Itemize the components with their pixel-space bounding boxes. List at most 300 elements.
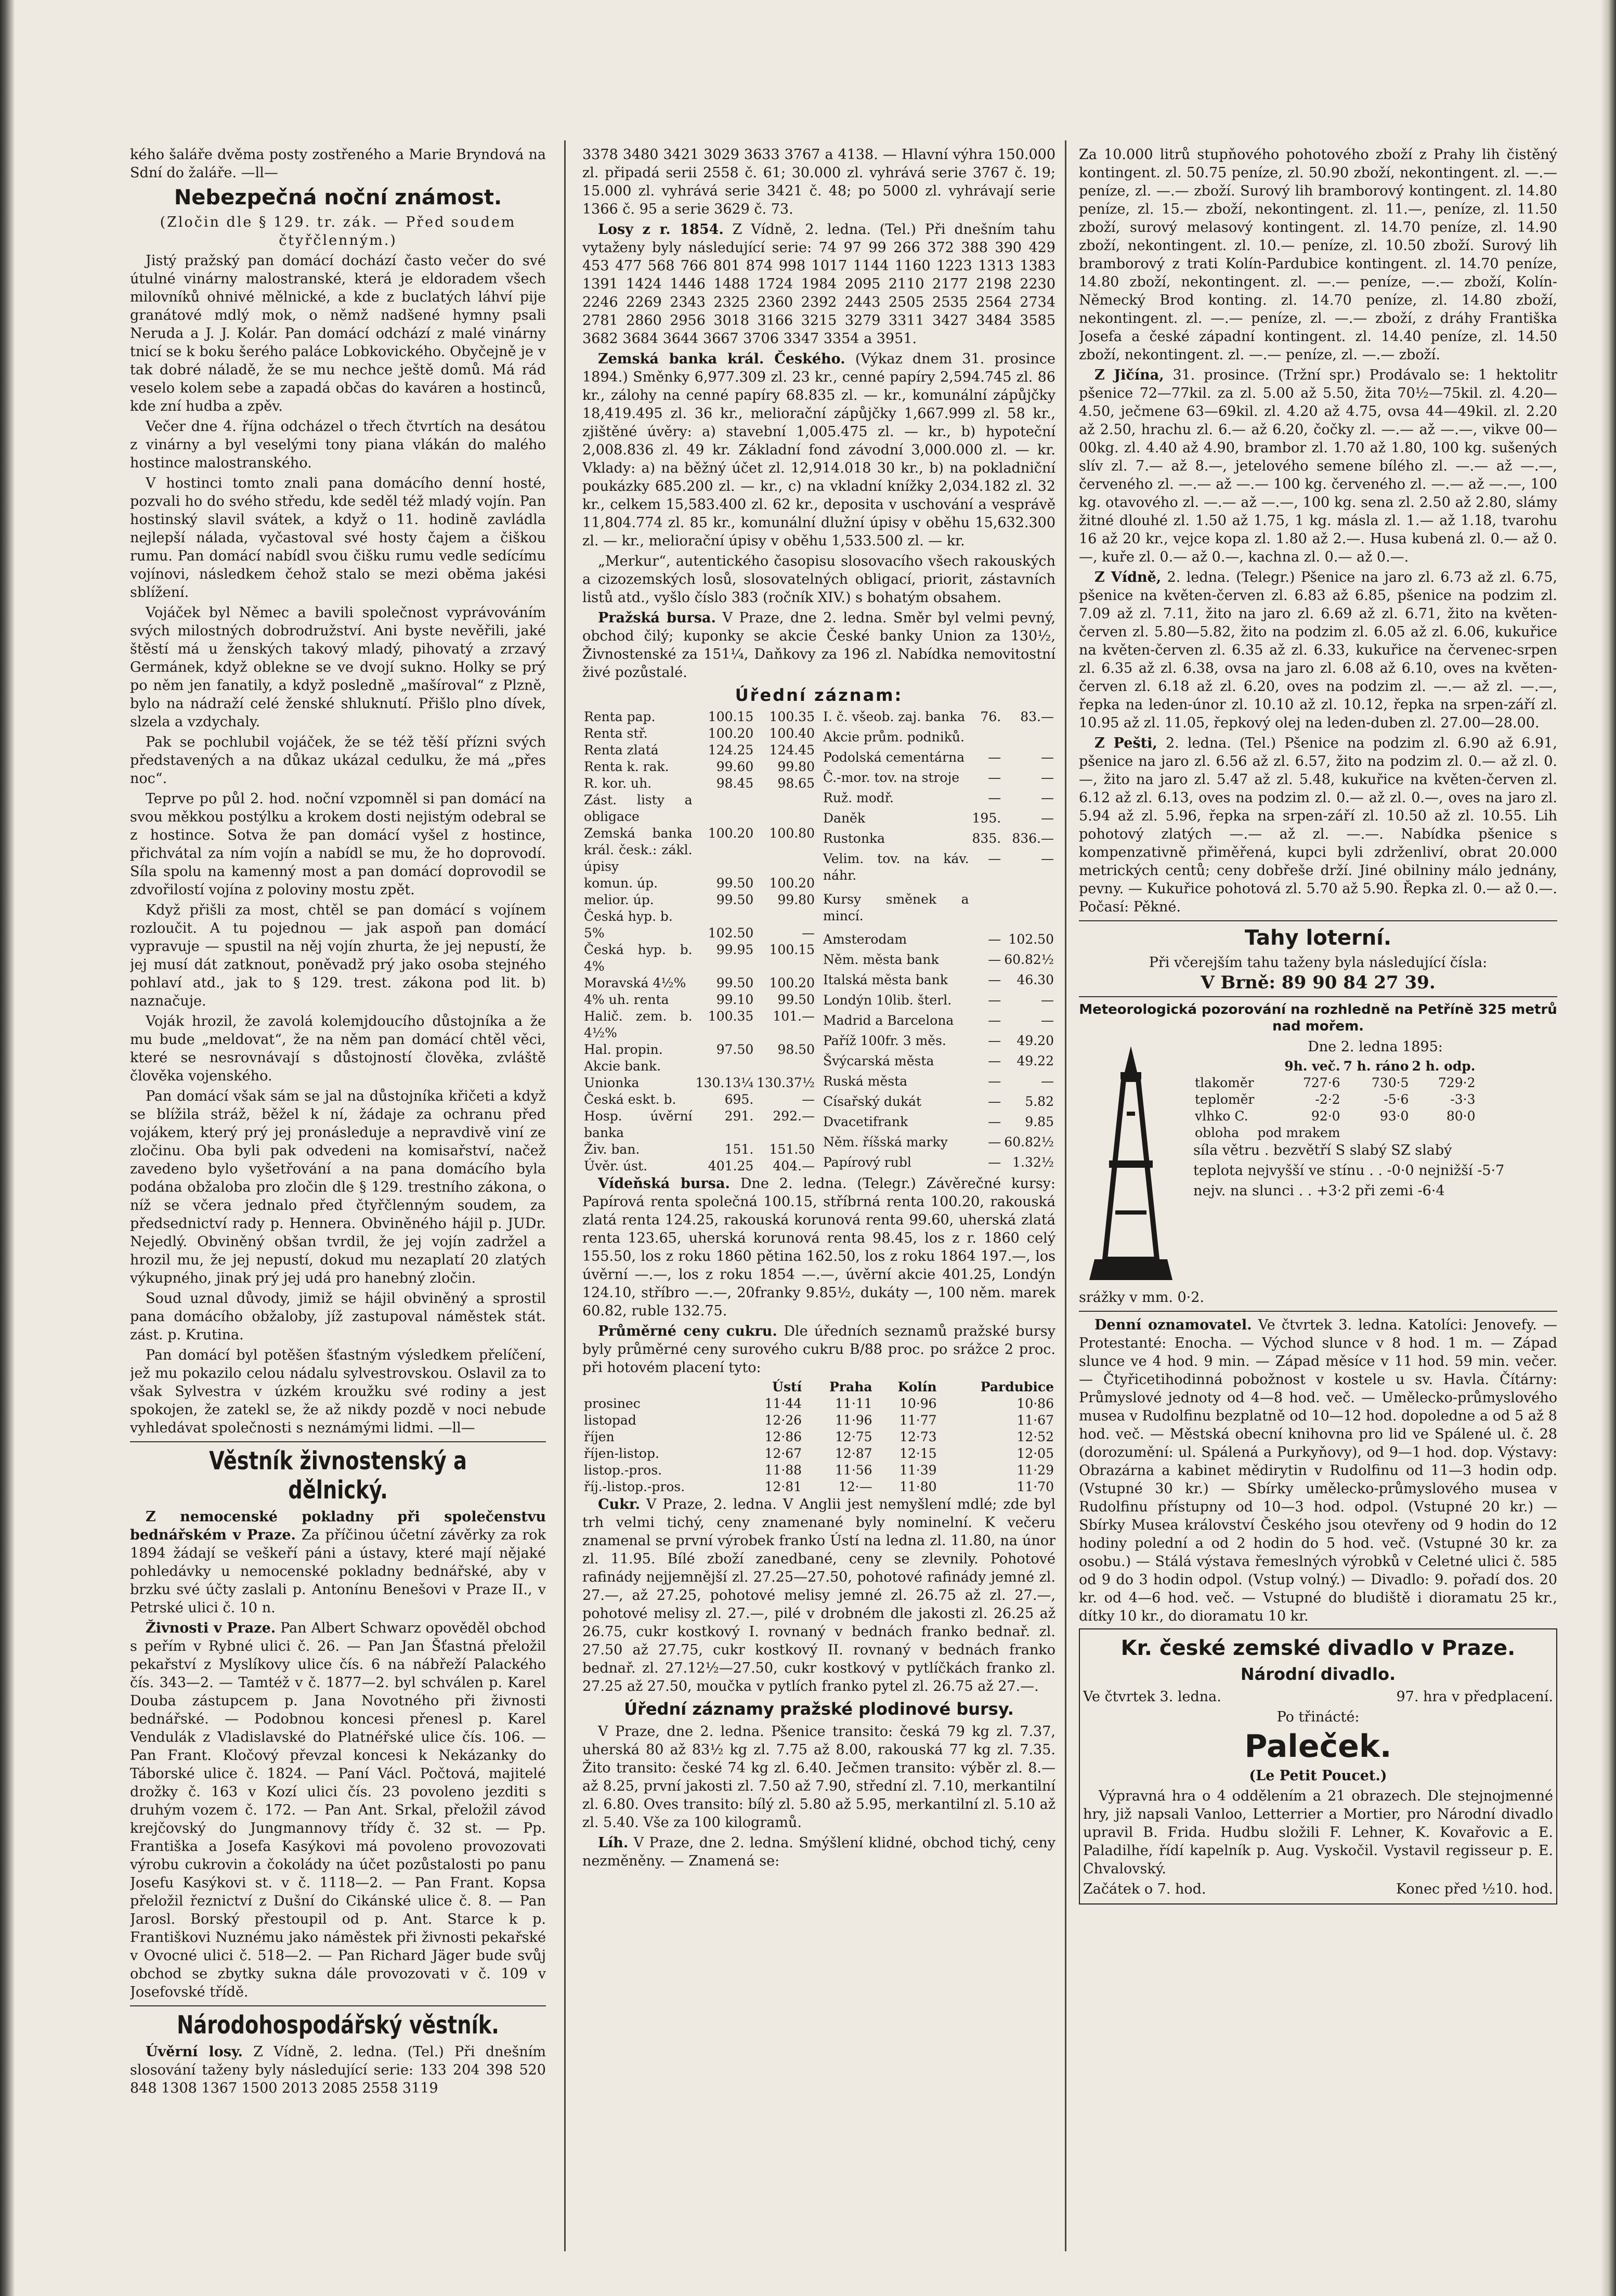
table-row <box>822 1073 1055 1093</box>
table-cell: — <box>1041 810 1054 826</box>
table-row <box>582 1058 816 1075</box>
table-row <box>582 1479 1055 1495</box>
table-row <box>582 892 816 908</box>
table-cell: 11·29 <box>1016 1463 1054 1478</box>
table-cell: -3·3 <box>1450 1092 1476 1107</box>
table-cell: Daněk <box>823 810 865 826</box>
table-cell: listopad <box>584 1413 636 1428</box>
table-cell <box>1002 891 1055 932</box>
table-cell: 11·39 <box>900 1463 937 1478</box>
column-left <box>130 146 546 2256</box>
table-row <box>582 792 816 825</box>
table-cell: Česká hyp. b. <box>584 909 673 924</box>
table-cell: melior. úp. <box>584 892 654 907</box>
table-cell: Ruž. modř. <box>823 790 894 805</box>
table-cell: Živ. ban. <box>584 1142 640 1157</box>
table-row <box>822 1114 1055 1134</box>
paragraph-lih-ceny: Za 10.000 litrů stupňového pohotového zboží z Prahy lih čistěný kontingent. zl. 50.75 peníze, zl. 50.90 zboží, nekontingent. zl. —.— peníze, zl. —.— zboží. Surový lih bramborový kontingent. zl. 14.80 peníze, zl. 15.— zboží, nekontingent. zl. 11.—, peníze, zl. 11.50 zboží, surový melasový kontingent. zl. 14.70 peníze, zl. 14.90 zboží, nekontingent. zl. 10.— peníze, zl. 10.50 zboží. Surový lih bramborový z trati Kolín-Pardubice kontingent. zl. 14.70 peníze, 14.80 zboží, nekontingent. zl. —.— peníze, —.— zboží, Kolín-Německý Brod konting. zl. 14.70 peníze, zl. 14.80 zboží, nekontingent. zl. —.— peníze, zl. —.— zboží, z dráhy Františka Josefa a české západní kontingent. zl. 14.40 peníze, zl. 14.50 zboží, nekontingent. zl. —.— peníze, zl. —.— zboží. <box>1079 147 1557 363</box>
table-cell: 401.25 <box>708 1158 754 1173</box>
table-row <box>582 1395 1055 1412</box>
lottery-title: Tahy loterní. <box>1244 926 1392 950</box>
paragraph-nemocenska: Za příčinou účetní závěrky za rok 1894 žádají se veškeří páni a ústavy, které mají nějaké pohledávky u nemocenské pokladny bednářské, aby v brzku své účty zaslali p. Antonínu Benešovi v Praze II., v Petrské ulici č. 10 n. <box>130 1527 546 1616</box>
meteo-wind: síla větru . bezvětří S slabý SZ slabý <box>1193 1142 1452 1158</box>
subhead-prazska-bursa: Pražská bursa. <box>598 610 716 626</box>
table-cell: 11·44 <box>764 1396 802 1411</box>
article-title-nebezpecna: Nebezpečná noční známost. <box>174 186 502 210</box>
table-row <box>582 1462 1055 1479</box>
table-cell: 100.35 <box>708 1009 754 1024</box>
table-cell <box>694 1058 755 1075</box>
table-cell: — <box>988 769 1001 785</box>
table-cell: — <box>1041 1013 1054 1028</box>
meteo-temp-sun: nejv. na slunci . . +3·2 při zemi -6·4 <box>1193 1183 1445 1199</box>
table-row <box>1193 1125 1477 1141</box>
divider <box>130 2005 546 2006</box>
table-cell: Renta stř. <box>584 726 648 741</box>
table-cell: — <box>1041 1074 1054 1089</box>
table-cell: Zemská banka král. česk.: zákl. úpisy <box>584 826 693 874</box>
paragraph-ceny-cukru: Dle úředních seznamů pražské bursy byly průměrné ceny surového cukru B/88 proc. po srážce 2 proc. při hotovém placení tyto: <box>582 1323 1055 1376</box>
table-header-cell: 7 h. ráno <box>1343 1059 1409 1074</box>
table-cell: -2·2 <box>1315 1092 1340 1107</box>
table-cell: 130.37½ <box>757 1075 815 1090</box>
table-row <box>582 759 816 775</box>
article-paragraph: Večer dne 4. října odcházel o třech čtvrtích na desátou z vinárny a byl veselými tony piana vlákán do malého hostince malostranského. <box>130 419 546 471</box>
table-cell: teploměr <box>1195 1092 1255 1107</box>
table-cell: Akcie prům. podniků. <box>823 729 965 745</box>
table-cell: 11·88 <box>764 1463 802 1478</box>
table-cell: 12·87 <box>835 1446 872 1461</box>
paragraph-lih: V Praze, dne 2. ledna. Smýšlení klidné, obchod tichý, ceny nezměněny. — Znamená se: <box>582 1835 1055 1869</box>
paragraph-zivnosti: Pan Albert Schwarz opověděl obchod s peřím v Rybné ulici č. 26. — Pan Jan Šťastná přeložil pekařství z Myslíkovy ulice čís. 6 na nábřeží Palackého čís. 343—2. — Tamtéž v č. 1877—2. byl schválen p. Karel Douba zástupcem p. Jana Novotného při živnosti bednářské. — Podobnou koncesi přenesl p. Karel Vendulák z Vladislavské do Platnéřské ulice čís. 106. — Pan Frant. Kločový převzal koncesi k Nekázanky do Táborské ulice č. 1824. — Paní Václ. Počtová, majitelé drožky č. 163 v Kozí ulici čís. 23 povoleno jezditi s druhým vozem č. 172. — Pan Ant. Srkal, přeložil závod krejčovský do Jungmannovy třídy č. 32 st. — Pp. Františka a Josefa Kasýkovi má povoleno provozovati výrobu cukrovin a čokolády na účet pozůstalosti po panu Josefu Kasýkovi st. v č. 1118—2. — Pan Frant. Kopsa přeložil řeznictví z Dušní do Cikánské ulice č. 8. — Pan Jarosl. Borský přestoupil od p. Ant. Starce k p. Františkovi Nuznému jako náměstek při živnosti pekařské v Ovocné ulici č. 518—2. — Pan Richard Jäger bude svůj obchod se zbytky sukna dále provozovati v č. 109 v Josefovské třídě. <box>130 1620 546 2000</box>
subhead-pest: Z Pešti, <box>1094 735 1157 751</box>
table-cell <box>1342 1125 1411 1141</box>
table-row <box>582 1158 816 1175</box>
table-cell: 729·2 <box>1438 1075 1476 1090</box>
table-row <box>582 1429 1055 1445</box>
kurz-tables <box>582 709 1055 1175</box>
table-cell: tlakoměr <box>1195 1075 1254 1090</box>
subhead-cukr: Cukr. <box>598 1496 640 1512</box>
table-cell: 97.50 <box>716 1042 754 1057</box>
table-row <box>582 1041 816 1058</box>
subhead-ceny-cukru: Průměrné ceny cukru. <box>598 1323 777 1339</box>
theatre-play-title: Paleček. <box>1244 1728 1392 1765</box>
subhead-zemska-banka: Zemská banka král. Českého. <box>598 351 845 367</box>
table-cell: 99.50 <box>716 876 754 891</box>
article-paragraph: Pan domácí byl potěšen šťastným výsledkem přelíčení, jež mu pokazilo celou nádalu sylvestrovskou. Oslavil za to však Sylvestra v úzkém kroužku své rodiny a jest spokojen, že zatekl se, že až nikdy pozdě v noci nebude vyhledávat společnosti s neznámými lidmi. —ll— <box>130 1347 546 1436</box>
table-cell: 98.45 <box>716 776 754 791</box>
table-cell: — <box>988 1154 1001 1170</box>
table-cell: 11·11 <box>835 1396 872 1411</box>
subhead-denni: Denní oznamovatel. <box>1094 1317 1252 1333</box>
divider <box>1079 996 1557 997</box>
theatre-play-original: (Le Petit Poucet.) <box>1249 1768 1387 1784</box>
table-cell: 99.60 <box>716 759 754 774</box>
table-cell: 100.15 <box>708 709 754 724</box>
table-cell: 151.50 <box>769 1142 815 1157</box>
table-cell: — <box>988 1033 1001 1049</box>
table-cell: 100.20 <box>769 975 815 990</box>
table-cell: Česká eskt. b. <box>584 1092 676 1107</box>
table-cell: 124.25 <box>708 742 754 758</box>
table-row <box>582 975 816 992</box>
article-paragraph: Jistý pražský pan domácí dochází často večer do své útulné vinárny malostranské, která je eldoradem všech milovníků ohnivé mělnické, a kde z buclatých láhví pije granátové mdlý mok, o němž nadšené hymny psali Neruda a J. J. Kolár. Pan domácí odchází z malé vinárny tnicí se k boku šerého paláce Lobkovického. Obyčejně je v tak dobré náladě, že se mu nechce ještě domů. Má rád veselo kolem sebe a zapadá občas do kaváren a hostinců, kde zní hudba a zpěv. <box>130 253 546 414</box>
section-title-vestnik: Věstník živnostenský a dělnický. <box>209 1446 467 1505</box>
table-row <box>582 875 816 892</box>
subhead-viden: Z Vídně, <box>1094 569 1162 585</box>
table-cell: — <box>802 1092 815 1107</box>
article-paragraph: Vojáček byl Němec a bavili společnost vyprávováním svých milostných dobrodružství. Ani byste nevěřili, jaké štěstí má u ženských takový mladý, pihovatý a zrzavý Germánek, když oblekne se ve dvojí sukno. Holky se prý po něm jen fanatily, a když posledně „mašíroval“ z Plzně, bylo na nádraží celé ženské shluknutí. Přišlo plno dívek, slzela a vzdychaly. <box>130 605 546 730</box>
table-cell: 130.13¼ <box>695 1075 754 1090</box>
paragraph-denni: Ve čtvrtek 3. ledna. Katolíci: Jenovefy. — Protestanté: Enocha. — Východ slunce v 8 hod. 1 m. — Západ slunce ve 4 hod. 9 min. — Západ měsíce v 11 hod. 59 min. večer. — Čtyřicetihodinná pobožnost v kostele u sv. Havla. Čítárny: Průmyslové jednoty od 4—8 hod. več. — Umělecko-průmyslového musea v Rudolfinu bezplatně od 10—12 hod. dopoledne a od 5 až 8 hod. več. — Městská obecní knihovna pro lid ve Spálené ul. č. 28 (dorozumění: ul. Spálená a Purkyňovy), od 9—1 hod. dop. Výstavy: Obrazárna a kabinet mědirytin v Rudolfinu od 11—3 hodin odp. (Vstupné 30 kr.) — Sbírky umělecko-průmyslového musea v Rudolfinu přístupny od 10—3 hod. odpol. (Vstupné 20 kr.) — Sbírky Musea království Českého jsou otevřeny od 9 hodin do 12 hodiny polední a od 2 hodin do 5 hod. več. (Vstupné 30 kr. za osobu.) — Stálá výstava řemeslných výrobků v Celetné ulici č. 585 od 9 do 3 hodin odpol. (Vstup volný.) — Divadlo: 9. pořadí dos. 20 kr. od 4—6 hod. več. — Vstupné do bludiště i dioramatu 25 kr., dítky 10 kr., do dioramatu 10 kr. <box>1079 1317 1557 1624</box>
paragraph-cukr: V Praze, 2. ledna. V Anglii jest nemyšlení mdlé; zde byl trh velmi tichý, ceny znamenané byly nominelní. K večeru znamenal se první výrobek franko Ústí na ledna zl. 11.80, na únor zl. 11.95. Bílé zboží zanedbané, ceny se zlevnily. Pohotové rafinády nejjemnější zl. 27.25—27.50, pohotové rafinády jemné zl. 27.—, až 27.25, pohotové melisy jemné zl. 26.75 až zl. 27.—, pohotové melisy zl. 27.—, pilé v drobném dle jakosti zl. 26.25 až 26.75, cukr kostkový I. rovnaný v bednách franko bednař. zl. 27.50 až 27.75, cukr kostkový II. rovnaný v bednách franko bednař. zl. 27.12½—27.50, cukr kostkový v pytlíčkách franko zl. 27.25 až 27.50, moučka v pytlích franko pytel zl. 26.75 až 27.—. <box>582 1496 1055 1694</box>
divider <box>1079 1311 1557 1312</box>
table-cell: 60.82½ <box>1004 1134 1054 1150</box>
table-cell: Italská města bank <box>823 972 948 988</box>
table-cell <box>755 792 816 825</box>
table-row <box>822 1154 1055 1175</box>
table-row <box>582 925 816 942</box>
table-cell: Renta pap. <box>584 709 656 724</box>
table-row <box>822 931 1055 951</box>
table-row <box>822 749 1055 769</box>
table-cell: 12·— <box>838 1479 872 1494</box>
column-right <box>1079 146 1557 2256</box>
table-cell: říjen-listop. <box>584 1446 659 1461</box>
table-cell: 102.50 <box>708 925 754 941</box>
table-cell: 124.45 <box>769 742 815 758</box>
table-cell: Zást. listy a obligace <box>584 792 693 824</box>
table-cell: — <box>988 932 1001 947</box>
table-row <box>822 810 1055 830</box>
table-cell: Rustonka <box>823 830 885 846</box>
table-cell: — <box>988 1013 1001 1028</box>
table-row <box>582 775 816 792</box>
paragraph-viden: 2. ledna. (Telegr.) Pšenice na jaro zl. 6.73 až zl. 6.75, pšenice na květen-červen zl. 6.83 až 6.85, pšenice na podzim zl. 7.09 až zl. 7.11, žito na jaro zl. 6.69 až zl. 6.71, žito na květen-červen zl. 5.80—5.82, žito na podzim zl. 6.05 až zl. 6.06, kukuřice na květen-červen zl. 6.35 až zl. 6.33, kukuřice na červenec-srpen zl. 6.35 až zl. 6.38, ovsa na jaro zl. 6.08 až 6.10, oves na květen-červen zl. 6.18 až zl. 6.20, oves na podzim zl. —.— až zl. —.—, řepka na leden-únor zl. 10.10 až zl. 10.12, řepka na srpen-září zl. 10.95 až zl. 11.05, řepkový olej na leden-duben zl. 27.00—28.00. <box>1079 569 1557 731</box>
table-cell: 12·52 <box>1016 1429 1054 1444</box>
table-cell: 5% <box>584 925 605 941</box>
table-cell: 99.80 <box>777 759 815 774</box>
table-cell: Něm. říšská marky <box>823 1134 948 1150</box>
table-cell: Madrid a Barcelona <box>823 1013 954 1028</box>
table-cell: Amsterodam <box>823 932 907 947</box>
table-row <box>582 709 816 725</box>
sugar-price-table <box>582 1379 1055 1495</box>
table-cell: 98.65 <box>777 776 815 791</box>
subhead-zivnosti: Živnosti v Praze. <box>146 1620 276 1636</box>
table-cell: 60.82½ <box>1004 952 1054 968</box>
table-cell: Velim. tov. na káv. náhr. <box>823 851 969 883</box>
theatre-subtitle: Národní divadlo. <box>1240 1664 1396 1684</box>
table-cell: R. kor. uh. <box>584 776 652 791</box>
table-cell: 100.20 <box>708 826 754 841</box>
kurz-table-title: Úřední záznam: <box>735 685 903 705</box>
table-cell: Česká hyp. b. 4% <box>584 942 693 974</box>
table-row <box>582 1008 816 1041</box>
table-cell <box>971 891 1003 932</box>
theatre-title: Kr. české zemské divadlo v Praze. <box>1120 1636 1516 1660</box>
table-cell: 93·0 <box>1379 1108 1409 1124</box>
subhead-videnska-bursa: Vídeňská bursa. <box>598 1176 730 1192</box>
table-cell: 12·75 <box>835 1429 872 1444</box>
table-cell: 12·73 <box>900 1429 937 1444</box>
table-cell: komun. úp. <box>584 876 658 891</box>
paragraph-zemska-banka: (Výkaz dnem 31. prosince 1894.) Směnky 6,977.309 zl. 23 kr., cenné papíry 2,594.745 zl. 86 kr., zálohy na cenné papíry 68.835 zl. — kr., komunální zápůjčky 18,419.495 zl. 36 kr., meliorační zápůjčky 1,667.999 zl. 58 kr., zjištěné úvěry: a) stavební 1,005.475 zl. — kr., b) hypoteční 2,008.836 zl. 49 kr. Základní fond závodní 3,000.000 zl. — kr. Vklady: a) na běžný účet zl. 12,914.018 30 kr., b) na pokladniční poukázky 685.200 zl. — kr., c) na vkladní knížky 2,034.182 zl. 32 kr., celkem 15,583.400 zl. 62 kr., deposita v uschování a vesprávě 11,804.774 zl. 85 kr., komunální dlužní úpisy v oběhu 15,632.300 zl. — kr., meliorační úpisy v oběhu 1,533.500 zl. — kr. <box>582 351 1055 549</box>
table-header-cell: 9h. več. <box>1284 1059 1340 1074</box>
table-row <box>822 830 1055 851</box>
table-header-row <box>582 1379 1055 1395</box>
table-cell: Č.-mor. tov. na stroje <box>823 769 960 785</box>
article-paragraph: Teprve po půl 2. hod. noční vzpomněl si pan domácí na svou měkkou postýlku a krokem dosti nejistým odebral se z hostince. Sotva že pan domácí vyšel z hostince, přichvátal za ním vojín a nabídl se mu, že ho doprovodí. Síla spolu na kamenný most a pan domácí doprovodil se zdvořilostí vojína z poloviny mostu zpět. <box>130 791 546 898</box>
theatre-date: Ve čtvrtek 3. ledna. <box>1083 1689 1221 1705</box>
table-cell: pod mrakem <box>1257 1125 1340 1140</box>
table-cell: 292.— <box>773 1108 815 1124</box>
theatre-run: Po třinácté: <box>1276 1709 1360 1725</box>
table-row <box>822 790 1055 810</box>
table-cell: 404.— <box>773 1158 815 1173</box>
table-cell: Dvacetifrank <box>823 1114 908 1130</box>
paragraph-vyhry: 3378 3480 3421 3029 3633 3767 a 4138. — Hlavní výhra 150.000 zl. připadá serii 2558 č. 61; 30.000 zl. vyhrává serie 3767 č. 19; 15.000 zl. vyhrává serie 3421 č. 48; po 5000 zl. vyhrávají serie 1366 č. 95 a serie 3629 č. 73. <box>582 147 1055 217</box>
table-row <box>822 992 1055 1012</box>
table-cell: — <box>802 925 815 941</box>
table-row <box>582 1091 816 1108</box>
table-row <box>822 709 1055 729</box>
table-cell: Londýn 10lib. šterl. <box>823 993 952 1008</box>
page-left-edge <box>0 0 15 2296</box>
table-cell: — <box>988 1074 1001 1089</box>
meteo-date: Dne 2. ledna 1895: <box>1308 1039 1443 1055</box>
table-cell: 195. <box>972 810 1001 826</box>
table-cell: 5.82 <box>1025 1094 1054 1110</box>
table-cell: 836.— <box>1012 830 1054 846</box>
article-paragraph: Soud uznal důvody, jimiž se hájil obviněný a sprostil pana domácího obžaloby, jíž zastupoval náměstek stát. zást. p. Krutina. <box>130 1290 546 1343</box>
table-cell: 12·26 <box>764 1413 802 1428</box>
section-title-narodohospodarsky: Národohospodářský věstník. <box>177 2011 499 2040</box>
table-row <box>1193 1091 1477 1108</box>
table-cell: Úvěr. úst. <box>584 1158 648 1173</box>
table-cell: 11·56 <box>835 1463 872 1478</box>
table-cell: 695. <box>724 1092 754 1107</box>
table-row <box>822 729 1055 749</box>
table-row <box>582 1075 816 1091</box>
table-header-cell: Ústí <box>772 1379 802 1394</box>
table-cell: Hal. propin. <box>584 1042 663 1057</box>
table-row <box>582 1445 1055 1462</box>
lottery-numbers: V Brně: 89 90 84 27 39. <box>1201 972 1436 993</box>
theatre-end: Konec před ½10. hod. <box>1396 1881 1553 1897</box>
theatre-description: Výpravná hra o 4 oddělením a 21 obrazech. Dle stejnojmenné hry, již napsali Vanloo, Letterrier a Mortier, pro Národní divadlo upravil B. Frida. Hudbu složili F. Lehner, K. Kovařovic a E. Paladilhe, řídí kapelník p. Aug. Vyskočil. Vystavil regisseur p. E. Chvalovský. <box>1083 1788 1553 1877</box>
table-row <box>822 1093 1055 1114</box>
table-cell: Moravská 4½% <box>584 975 686 990</box>
table-header-cell: Pardubice <box>980 1379 1054 1394</box>
table-cell: 98.50 <box>777 1042 815 1057</box>
table-cell: — <box>988 1134 1001 1150</box>
table-cell <box>971 729 1003 749</box>
table-cell: — <box>988 1053 1001 1069</box>
table-row <box>582 1141 816 1158</box>
table-row <box>582 1412 1055 1429</box>
table-row <box>582 825 816 875</box>
table-row <box>582 908 816 925</box>
table-header-cell: 2 h. odp. <box>1412 1059 1476 1074</box>
table-cell: 11·70 <box>1016 1479 1054 1494</box>
column-rule-1 <box>564 140 566 2251</box>
table-cell: 99.50 <box>777 992 815 1007</box>
table-cell: — <box>988 749 1001 765</box>
table-cell: 101.— <box>773 1009 815 1024</box>
table-cell: Renta zlatá <box>584 742 659 758</box>
meteo-table <box>1193 1058 1477 1141</box>
table-cell: 99.80 <box>777 892 815 907</box>
subhead-lih: Líh. <box>598 1835 629 1851</box>
kurz-table-left <box>582 709 816 1175</box>
table-cell: — <box>988 972 1001 988</box>
article-subtitle: (Zločin dle § 129. tr. zák. — Před soudem čtyřčlenným.) <box>160 214 516 249</box>
table-cell: — <box>988 1094 1001 1110</box>
table-cell <box>755 1058 816 1075</box>
table-cell: 11·67 <box>1016 1413 1054 1428</box>
lottery-subtitle: Při včerejším tahu taženy byla následující čísla: <box>1149 955 1488 971</box>
table-cell: — <box>1041 993 1054 1008</box>
article-paragraph: Pak se pochlubil vojáček, že se též těší přízni svých představených a na důkaz ukázal cedulku, že má „přes noc“. <box>130 734 546 787</box>
table-cell: 99.10 <box>716 992 754 1007</box>
table-cell <box>1002 729 1055 749</box>
table-cell: říjen <box>584 1429 615 1444</box>
table-cell: 100.20 <box>769 876 815 891</box>
table-cell: Švýcarská města <box>823 1053 934 1069</box>
table-cell: 92·0 <box>1311 1108 1340 1124</box>
table-header-cell <box>582 1379 741 1395</box>
table-cell: 10·86 <box>1016 1396 1054 1411</box>
table-cell: Papírový rubl <box>823 1154 911 1170</box>
page-right-edge <box>1600 0 1616 2296</box>
table-cell: Kursy směnek a mincí. <box>823 891 969 923</box>
table-row <box>1193 1075 1477 1091</box>
subhead-losy: Losy z r. 1854. <box>598 221 724 238</box>
table-cell: 76. <box>980 709 1001 724</box>
table-cell: 9.85 <box>1025 1114 1054 1130</box>
table-cell: 100.15 <box>769 942 815 957</box>
table-cell: Císařský dukát <box>823 1094 922 1110</box>
table-cell: 12·81 <box>764 1479 802 1494</box>
table-cell: vlhko C. <box>1195 1108 1248 1124</box>
table-row <box>1193 1108 1477 1125</box>
table-row <box>582 1108 816 1141</box>
table-cell: 151. <box>724 1142 754 1157</box>
table-cell: Halič. zem. b. 4½% <box>584 1009 693 1040</box>
paragraph-uverni-losy: Z Vídně, 2. ledna. (Tel.) Při dnešním slosování taženy byly následující serie: 133 204 398 520 848 1308 1367 1500 2013 2085 2558 3119 <box>130 2044 546 2096</box>
paragraph-jicin: 31. prosince. (Tržní spr.) Prodávalo se: 1 hektolitr pšenice 72—77kil. za zl. 5.00 až 5.50, žita 70½—75kil. zl. 4.20—4.50, ječmene 63—69kil. zl. 4.20 až 4.75, ovsa 44—49kil. zl. 2.20 až 2.50, hrachu zl. 6.— až 6.20, čočky zl. —.— až —.—, vikve 00—00kg. zl. 4.40 až 4.90, brambor zl. 1.70 až 1.80, 100 kg. sušených slív zl. 7.— až 8.—, jetelového semene bílého zl. —.— až —.—, červeného zl. —.— až —.— 100 kg. červeného zl. —.— až —.—, 100 kg. otavového zl. —.— až —.—, 100 kg. sena zl. 2.50 až 2.80, slámy žitné dlouhé zl. 1.50 až 1.75, 1 kg. másla zl. 1.— až 1.18, tvarohu 16 až 20 kr., vejce kopa zl. 1.80 až 2.—. Husa kubená zl. 0.— až 0.—, kuře zl. 0.— až 0.—, kachna zl. 0.— až 0.—. <box>1079 367 1557 565</box>
table-cell: 46.30 <box>1016 972 1054 988</box>
table-cell: 12·15 <box>900 1446 937 1461</box>
table-cell: 102.50 <box>1008 932 1054 947</box>
table-cell <box>755 908 816 925</box>
table-cell: -5·6 <box>1384 1092 1409 1107</box>
lead-paragraph: kého šaláře dvěma posty zostřeného a Marie Bryndová na Sdní do žaláře. —ll— <box>130 147 546 181</box>
table-row <box>822 851 1055 891</box>
divider <box>130 1441 546 1442</box>
table-cell: — <box>988 993 1001 1008</box>
table-cell: 49.20 <box>1016 1033 1054 1049</box>
subhead-jicin: Z Jičína, <box>1094 367 1164 383</box>
table-cell <box>1410 1125 1477 1141</box>
table-cell: 100.40 <box>769 726 815 741</box>
table-cell: 12·67 <box>764 1446 802 1461</box>
table-cell: 10·96 <box>900 1396 937 1411</box>
article-paragraph: V hostinci tomto znali pana domácího denní hosté, pozvali ho do svého středu, kde seděl též mladý vojín. Pan hostinský slavil svátek, a když o 11. hodině zavládla nejlepší nálada, vyčastoval své hosty čajem a čiškou rumu. Pan domácí nabídl svou čišku rumu vedle sedícímu vojínovi, následkem čehož stalo se mezi oběma jakési sblížení. <box>130 475 546 601</box>
meteo-block <box>1079 1038 1557 1307</box>
table-cell: Unionka <box>584 1075 640 1090</box>
table-cell <box>694 908 755 925</box>
theatre-announcement <box>1079 1628 1557 1904</box>
table-cell: 727·6 <box>1302 1075 1340 1090</box>
column-middle <box>582 146 1055 2256</box>
kurz-table-right <box>822 709 1055 1175</box>
table-row <box>822 1134 1055 1154</box>
table-cell: — <box>988 1114 1001 1130</box>
table-cell: — <box>988 952 1001 968</box>
table-cell: — <box>1041 749 1054 765</box>
meteo-title: Meteorologická pozorování na rozhledně na Petříně 325 metrů nad mořem. <box>1079 1002 1557 1034</box>
table-cell: — <box>1041 769 1054 785</box>
table-row <box>822 891 1055 932</box>
table-header-cell: Kolín <box>897 1379 937 1394</box>
meteo-rain: srážky v mm. 0·2. <box>1079 1289 1205 1306</box>
table-cell: Akcie bank. <box>584 1059 661 1074</box>
table-cell: Podolská cementárna <box>823 749 965 765</box>
table-row <box>822 769 1055 790</box>
table-header-row <box>1193 1058 1477 1075</box>
table-cell: Hosp. úvěrní banka <box>584 1108 693 1140</box>
table-row <box>582 725 816 742</box>
paragraph-plodinova-bursa: V Praze, dne 2. ledna. Pšenice transito: česká 79 kg zl. 7.37, uherská 80 až 83½ kg zl. 7.75 až 8.00, rakouská 77 kg zl. 7.35. Žito transito: české 74 kg zl. 6.40. Ječmen transito: výběr zl. 8.— až 8.25, první jakosti zl. 7.50 až 7.90, střední zl. 7.10, merkantilní zl. 6.80. Oves transito: bílý zl. 5.80 až 5.95, merkantilní zl. 5.10 až zl. 5.40. Vše za 100 kilogramů. <box>582 1724 1055 1831</box>
table-row <box>822 1012 1055 1033</box>
table-cell: listop.-pros. <box>584 1463 662 1478</box>
table-cell: 12·86 <box>764 1429 802 1444</box>
table-row <box>822 1033 1055 1053</box>
table-cell: 1.32½ <box>1012 1154 1054 1170</box>
petrin-tower-illustration <box>1079 1041 1183 1285</box>
divider <box>1079 920 1557 921</box>
table-cell: 12·05 <box>1016 1446 1054 1461</box>
table-cell: 80·0 <box>1446 1108 1476 1124</box>
table-cell: 100.20 <box>708 726 754 741</box>
table-cell: 100.80 <box>769 826 815 841</box>
table-cell: říj.-listop.-pros. <box>584 1479 685 1494</box>
table-cell: 730·5 <box>1371 1075 1409 1090</box>
paragraph-merkur: „Merkur“, autentického časopisu slosovacího všech rakouských a cizozemských losů, slosovatelných obligací, priorit, zástavních listů atd., vyšlo číslo 383 (ročník XIV.) s bohatým obsahem. <box>582 553 1055 606</box>
table-row <box>822 951 1055 972</box>
subhead-plodinova-bursa: Úřední záznamy pražské plodinové bursy. <box>624 1699 1014 1719</box>
table-cell: obloha <box>1195 1125 1240 1140</box>
paragraph-videnska-bursa: Dne 2. ledna. (Telegr.) Závěrečné kursy: Papírová renta společná 100.15, stříbrná renta 100.20, rakouská zlatá renta 124.25, rakouská korunová renta 99.60, uherská zlatá renta 123.65, uherská korunová renta 98.45, los z r. 1860 celý 155.50, los z roku 1860 pětina 162.50, los z roku 1864 197.—, los úvěrní —.—, los z roku 1854 —.—, úvěrní akcie 401.25, Londýn 124.10, stříbro —.—, 20franky 9.85½, dukáty —, 100 něm. marek 60.82, ruble 132.75. <box>582 1176 1055 1319</box>
article-body <box>130 252 546 1437</box>
table-cell: prosinec <box>584 1396 641 1411</box>
theatre-subscription: 97. hra v předplacení. <box>1396 1689 1553 1705</box>
subhead-uverni-losy: Úvěrní losy. <box>146 2044 243 2060</box>
table-row <box>582 942 816 975</box>
table-cell: — <box>1041 851 1054 866</box>
table-cell: 49.22 <box>1016 1053 1054 1069</box>
paragraph-prazska-bursa: V Praze, dne 2. ledna. Směr byl velmi pevný, obchod čilý; kuponky se akcie České banky Union za 130½, Živnostenské za 151¼, Daňkovy za 196 zl. Nabídka nemovitostní živé pozůstalé. <box>582 610 1055 681</box>
column-rule-2 <box>1065 140 1066 2251</box>
table-cell: Ruská města <box>823 1074 908 1089</box>
table-row <box>822 972 1055 992</box>
table-cell: 99.50 <box>716 892 754 907</box>
paragraph-losy: Z Vídně, 2. ledna. (Tel.) Při dnešním tahu vytaženy byly následující serie: 74 97 99 266 372 388 390 429 453 477 568 766 801 874 998 1017 1144 1160 1223 1313 1383 1391 1424 1446 1488 1724 1984 2095 2110 2177 2198 2230 2246 2269 2343 2325 2360 2392 2443 2505 2535 2564 2734 2781 2860 2956 3018 3166 3215 3279 3311 3427 3484 3585 3682 3684 3644 3667 3706 3347 3354 a 3951. <box>582 221 1055 347</box>
subhead-nemocenska: Z nemocenské pokladny při společenstvu bednářském v Praze. <box>130 1509 546 1543</box>
